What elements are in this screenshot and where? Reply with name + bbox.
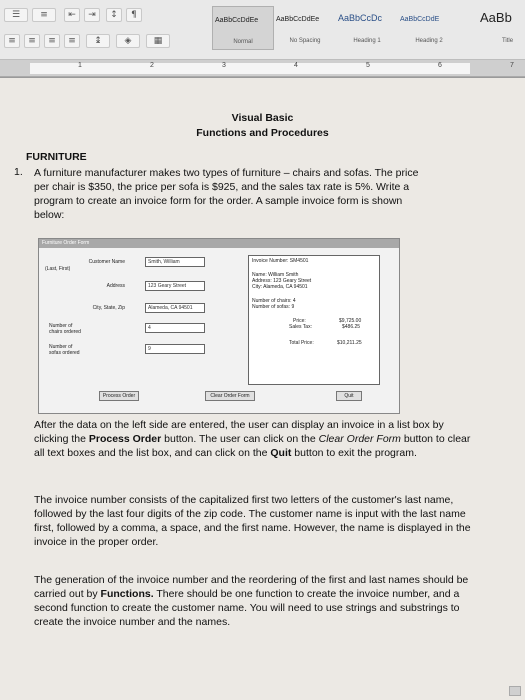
ruler-number: 1 (78, 62, 82, 69)
align-center-icon[interactable]: ≡ (24, 34, 40, 48)
style-preview: AaBb (480, 10, 512, 25)
intro-line: program to create an invoice form for the order. A sample invoice form is shown (34, 195, 403, 207)
text-run: button to clear all text boxes and the list box, and can click on the (34, 433, 471, 459)
label-chairs-1: Number of (49, 323, 73, 329)
address-input[interactable]: 123 Geary Street (145, 281, 205, 291)
clear-order-form-button[interactable]: Clear Order Form (205, 391, 255, 401)
increase-indent-icon[interactable]: ⇥ (84, 8, 100, 22)
list-number: 1. (14, 166, 23, 178)
style-name: Heading 1 (353, 38, 381, 44)
paragraph-invoice-number: The invoice number consists of the capitalized first two letters of the customer's last name, followed by the last four digits of the zip code. The customer name is input with the last name first, followed by a comma, a space, and the first name. However, the name is displayed in the invoice in the proper order. (34, 494, 471, 548)
ruler-number: 5 (366, 62, 370, 69)
style-preview: AaBbCcDdE (400, 16, 440, 23)
process-order-button[interactable]: Process Order (99, 391, 139, 401)
section-heading: FURNITURE (26, 151, 87, 163)
invoice-total-value: $10,211.25 (337, 340, 362, 346)
customer-name-input[interactable]: Smith, William (145, 257, 205, 267)
label-chairs-2: chairs ordered (49, 329, 81, 335)
city-state-zip-input[interactable]: Alameda, CA 94501 (145, 303, 205, 313)
document-page[interactable] (0, 78, 525, 700)
label-sofas-1: Number of (49, 344, 73, 350)
invoice-tax-label: Sales Tax: (289, 324, 312, 330)
style-name: Title (501, 38, 514, 44)
paragraph-buttons (34, 418, 474, 460)
style-name: Heading 2 (415, 38, 443, 44)
bold-functions: Functions. (100, 588, 154, 600)
intro-paragraph (34, 166, 474, 222)
invoice-name-line: Name: William Smith (252, 272, 299, 278)
label-city-state-zip: City, State, Zip (92, 305, 125, 311)
bold-quit: Quit (270, 447, 292, 459)
italic-clear-order-form: Clear Order Form (318, 433, 401, 445)
title-line-2: Functions and Procedures (196, 127, 329, 139)
style-preview: AaBbCcDdEe (276, 16, 320, 23)
borders-icon[interactable]: ▦ (146, 34, 170, 48)
styles-gallery (212, 6, 525, 50)
label-customer-name: Customer Name (88, 259, 125, 265)
text-run: button. The user can click on the (161, 433, 319, 445)
ribbon-toolbar (0, 0, 525, 60)
paragraph-mark-icon[interactable]: ¶ (126, 8, 142, 22)
style-name: No Spacing (289, 38, 321, 44)
text-run: button to exit the program. (291, 447, 417, 459)
ruler-number: 6 (438, 62, 442, 69)
shading-icon[interactable]: ◈ (116, 34, 140, 48)
ruler-number: 7 (510, 62, 514, 69)
text-run: The generation of the invoice number and the reordering of the first and last names should be carried out by (34, 574, 469, 600)
invoice-total-label: Total Price: (289, 340, 314, 346)
ruler-number: 3 (222, 62, 226, 69)
line-spacing-icon[interactable]: ↨ (86, 34, 110, 48)
form-titlebar (39, 239, 399, 248)
invoice-sofas-line: Number of sofas: 9 (252, 304, 295, 310)
label-last-first: (Last, First) (45, 266, 71, 272)
align-right-icon[interactable]: ≡ (44, 34, 60, 48)
invoice-city-line: City: Alameda, CA 94501 (252, 284, 308, 290)
style-normal[interactable] (212, 6, 274, 50)
align-left-icon[interactable]: ≡ (4, 34, 20, 48)
ruler[interactable] (0, 60, 525, 77)
style-name: Normal (233, 39, 253, 45)
paragraph-functions (34, 573, 474, 629)
ruler-number: 4 (294, 62, 298, 69)
invoice-tax-value: $486.25 (342, 324, 361, 330)
numbering-icon[interactable]: ≡ (32, 8, 56, 22)
invoice-number-line: Invoice Number: SM4501 (252, 258, 309, 264)
bullets-icon[interactable]: ☰ (4, 8, 28, 22)
ruler-text-area (30, 63, 470, 74)
page-corner-icon (509, 686, 521, 696)
bold-process-order: Process Order (88, 433, 162, 445)
justify-icon[interactable]: ≡ (64, 34, 80, 48)
style-title[interactable] (460, 6, 525, 50)
style-heading-1[interactable] (336, 6, 398, 50)
sofas-input[interactable]: 9 (145, 344, 205, 354)
label-sofas-2: sofas ordered (49, 350, 80, 356)
document-title (0, 111, 525, 141)
style-heading-2[interactable] (398, 6, 460, 50)
style-preview: AaBbCcDdEe (215, 17, 259, 24)
text-run: There should be one function to create the invoice number, and a second function to create the customer name. You will need to use strings and substrings to create the invoice number and the names. (34, 588, 460, 628)
style-no-spacing[interactable] (274, 6, 336, 50)
title-line-1: Visual Basic (231, 112, 294, 124)
invoice-chairs-line: Number of chairs: 4 (252, 298, 296, 304)
text-run: After the data on the left side are entered, the user can display an invoice in a list box by clicking the (34, 419, 444, 445)
label-address: Address (106, 283, 125, 289)
style-preview: AaBbCcDc (338, 13, 383, 23)
chairs-input[interactable]: 4 (145, 323, 205, 333)
invoice-listbox[interactable] (248, 255, 380, 385)
intro-line: below: (34, 209, 65, 221)
invoice-address-line: Address: 123 Geary Street (252, 278, 312, 284)
sort-icon[interactable]: ↕ (106, 8, 122, 22)
form-title: Furniture Order Form (42, 240, 90, 246)
ruler-number: 2 (150, 62, 154, 69)
intro-line: per chair is $350, the price per sofa is $925, and the sales tax rate is 5%. Write a (34, 181, 410, 193)
decrease-indent-icon[interactable]: ⇤ (64, 8, 80, 22)
sample-invoice-form (38, 238, 400, 414)
intro-line: A furniture manufacturer makes two types of furniture – chairs and sofas. The price (34, 167, 419, 179)
invoice-price-label: Price: (293, 318, 306, 324)
quit-button[interactable]: Quit (336, 391, 362, 401)
invoice-price-value: $9,725.00 (339, 318, 362, 324)
